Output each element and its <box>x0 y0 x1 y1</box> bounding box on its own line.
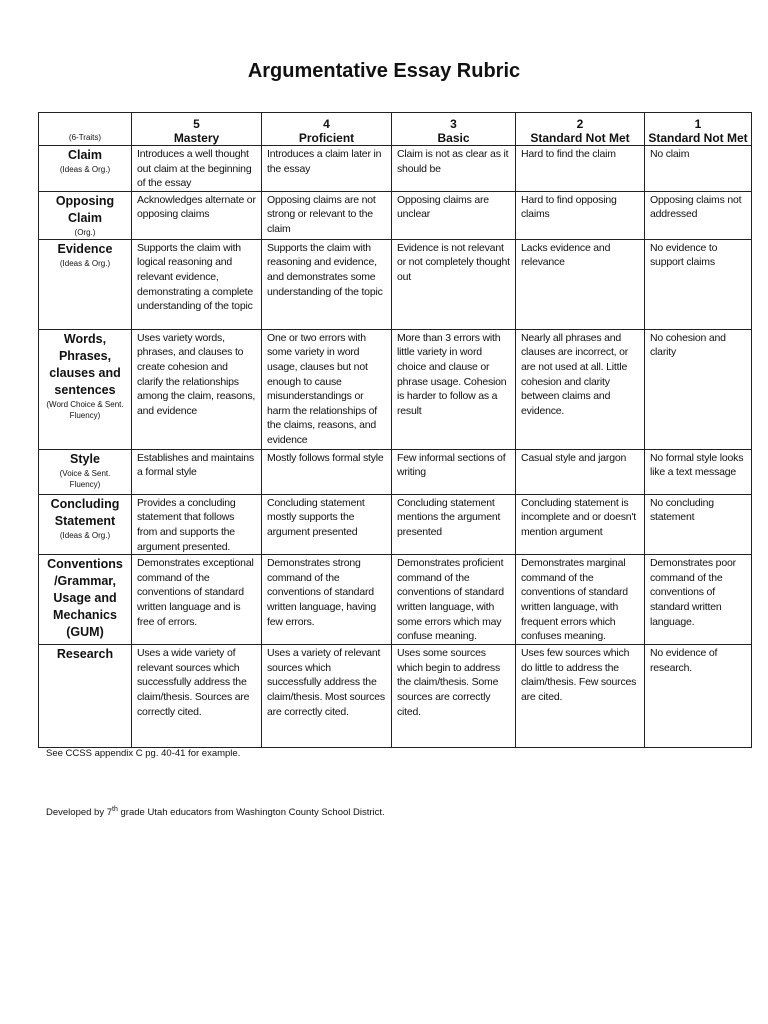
trait-cell: Claim (Ideas & Org.) <box>39 146 132 192</box>
trait-cell: Opposing Claim (Org.) <box>39 191 132 239</box>
rubric-cell: Provides a concluding statement that follows from and supports the argument presented. <box>132 494 262 554</box>
level-header: 2 Standard Not Met <box>516 113 645 146</box>
rubric-cell: No claim <box>645 146 752 192</box>
rubric-cell: Opposing claims are not strong or relevant to the claim <box>262 191 392 239</box>
rubric-cell: Opposing claims not addressed <box>645 191 752 239</box>
rubric-cell: No evidence of research. <box>645 645 752 748</box>
rubric-table <box>38 112 752 748</box>
rubric-cell: Demonstrates proficient command of the conventions of standard written language, with some errors which may confuse meaning. <box>392 555 516 645</box>
rubric-cell: Demonstrates marginal command of the conventions of standard written language, with frequent errors which confuses meaning. <box>516 555 645 645</box>
table-row <box>39 494 752 554</box>
rubric-cell: No cohesion and clarity <box>645 329 752 449</box>
rubric-cell: No evidence to support claims <box>645 239 752 329</box>
rubric-cell: Hard to find the claim <box>516 146 645 192</box>
rubric-cell: Uses variety words, phrases, and clauses to create cohesion and clarify the relationships among the claim, reasons, and evidence <box>132 329 262 449</box>
rubric-cell: Hard to find opposing claims <box>516 191 645 239</box>
rubric-cell: Introduces a well thought out claim at the beginning of the essay <box>132 146 262 192</box>
rubric-cell: Opposing claims are unclear <box>392 191 516 239</box>
rubric-cell: More than 3 errors with little variety in word choice and clause or phrase usage. Cohesion is harder to follow as a result <box>392 329 516 449</box>
trait-cell: Concluding Statement (Ideas & Org.) <box>39 494 132 554</box>
table-row <box>39 555 752 645</box>
rubric-cell: Few informal sections of writing <box>392 449 516 494</box>
rubric-cell: Acknowledges alternate or opposing claims <box>132 191 262 239</box>
level-header: 5 Mastery <box>132 113 262 146</box>
header-row <box>39 113 752 146</box>
table-row <box>39 645 752 748</box>
rubric-cell: Uses a wide variety of relevant sources which successfully address the claim/thesis. Sources are correctly cited. <box>132 645 262 748</box>
table-row <box>39 329 752 449</box>
rubric-cell: Demonstrates strong command of the conventions of standard written language, having few errors. <box>262 555 392 645</box>
rubric-cell: Evidence is not relevant or not completely thought out <box>392 239 516 329</box>
rubric-cell: Uses a variety of relevant sources which successfully address the claim/thesis. Most sources are correctly cited. <box>262 645 392 748</box>
level-header: 3 Basic <box>392 113 516 146</box>
trait-cell: Conventions /Grammar, Usage and Mechanics (GUM) <box>39 555 132 645</box>
trait-cell: Evidence (Ideas & Org.) <box>39 239 132 329</box>
trait-cell: Words, Phrases, clauses and sentences (Word Choice & Sent. Fluency) <box>39 329 132 449</box>
rubric-cell: Uses few sources which do little to address the claim/thesis. Few sources are cited. <box>516 645 645 748</box>
appendix-note: See CCSS appendix C pg. 40-41 for example. <box>46 748 241 759</box>
level-header: 4 Proficient <box>262 113 392 146</box>
rubric-cell: No formal style looks like a text message <box>645 449 752 494</box>
rubric-cell: Supports the claim with logical reasoning and relevant evidence, demonstrating a complete understanding of the topic <box>132 239 262 329</box>
rubric-cell: Concluding statement mostly supports the argument presented <box>262 494 392 554</box>
table-row <box>39 146 752 192</box>
rubric-cell: One or two errors with some variety in word usage, clauses but not enough to cause misunderstandings or harm the relationships of the claims, reasons, and evidence <box>262 329 392 449</box>
rubric-cell: Casual style and jargon <box>516 449 645 494</box>
rubric-cell: Introduces a claim later in the essay <box>262 146 392 192</box>
developed-by-note: Developed by 7th grade Utah educators from Washington County School District. <box>46 806 385 819</box>
level-header: 1 Standard Not Met <box>645 113 752 146</box>
rubric-cell: Concluding statement is incomplete and or doesn't mention argument <box>516 494 645 554</box>
rubric-cell: Nearly all phrases and clauses are incorrect, or are not used at all. Little cohesion and clarity between claims and evidence. <box>516 329 645 449</box>
rubric-cell: Establishes and maintains a formal style <box>132 449 262 494</box>
traits-header: (6-Traits) <box>39 113 132 146</box>
trait-cell: Research <box>39 645 132 748</box>
table-row <box>39 449 752 494</box>
rubric-cell: Concluding statement mentions the argument presented <box>392 494 516 554</box>
rubric-cell: Supports the claim with reasoning and evidence, and demonstrates some understanding of the topic <box>262 239 392 329</box>
rubric-cell: Mostly follows formal style <box>262 449 392 494</box>
rubric-cell: Lacks evidence and relevance <box>516 239 645 329</box>
rubric-cell: Demonstrates poor command of the conventions of standard written language. <box>645 555 752 645</box>
trait-cell: Style (Voice & Sent. Fluency) <box>39 449 132 494</box>
page-title: Argumentative Essay Rubric <box>247 60 521 82</box>
rubric-cell: No concluding statement <box>645 494 752 554</box>
table-row <box>39 191 752 239</box>
rubric-cell: Uses some sources which begin to address the claim/thesis. Some sources are correctly cited. <box>392 645 516 748</box>
rubric-cell: Claim is not as clear as it should be <box>392 146 516 192</box>
table-row <box>39 239 752 329</box>
rubric-cell: Demonstrates exceptional command of the conventions of standard written language and is free of errors. <box>132 555 262 645</box>
